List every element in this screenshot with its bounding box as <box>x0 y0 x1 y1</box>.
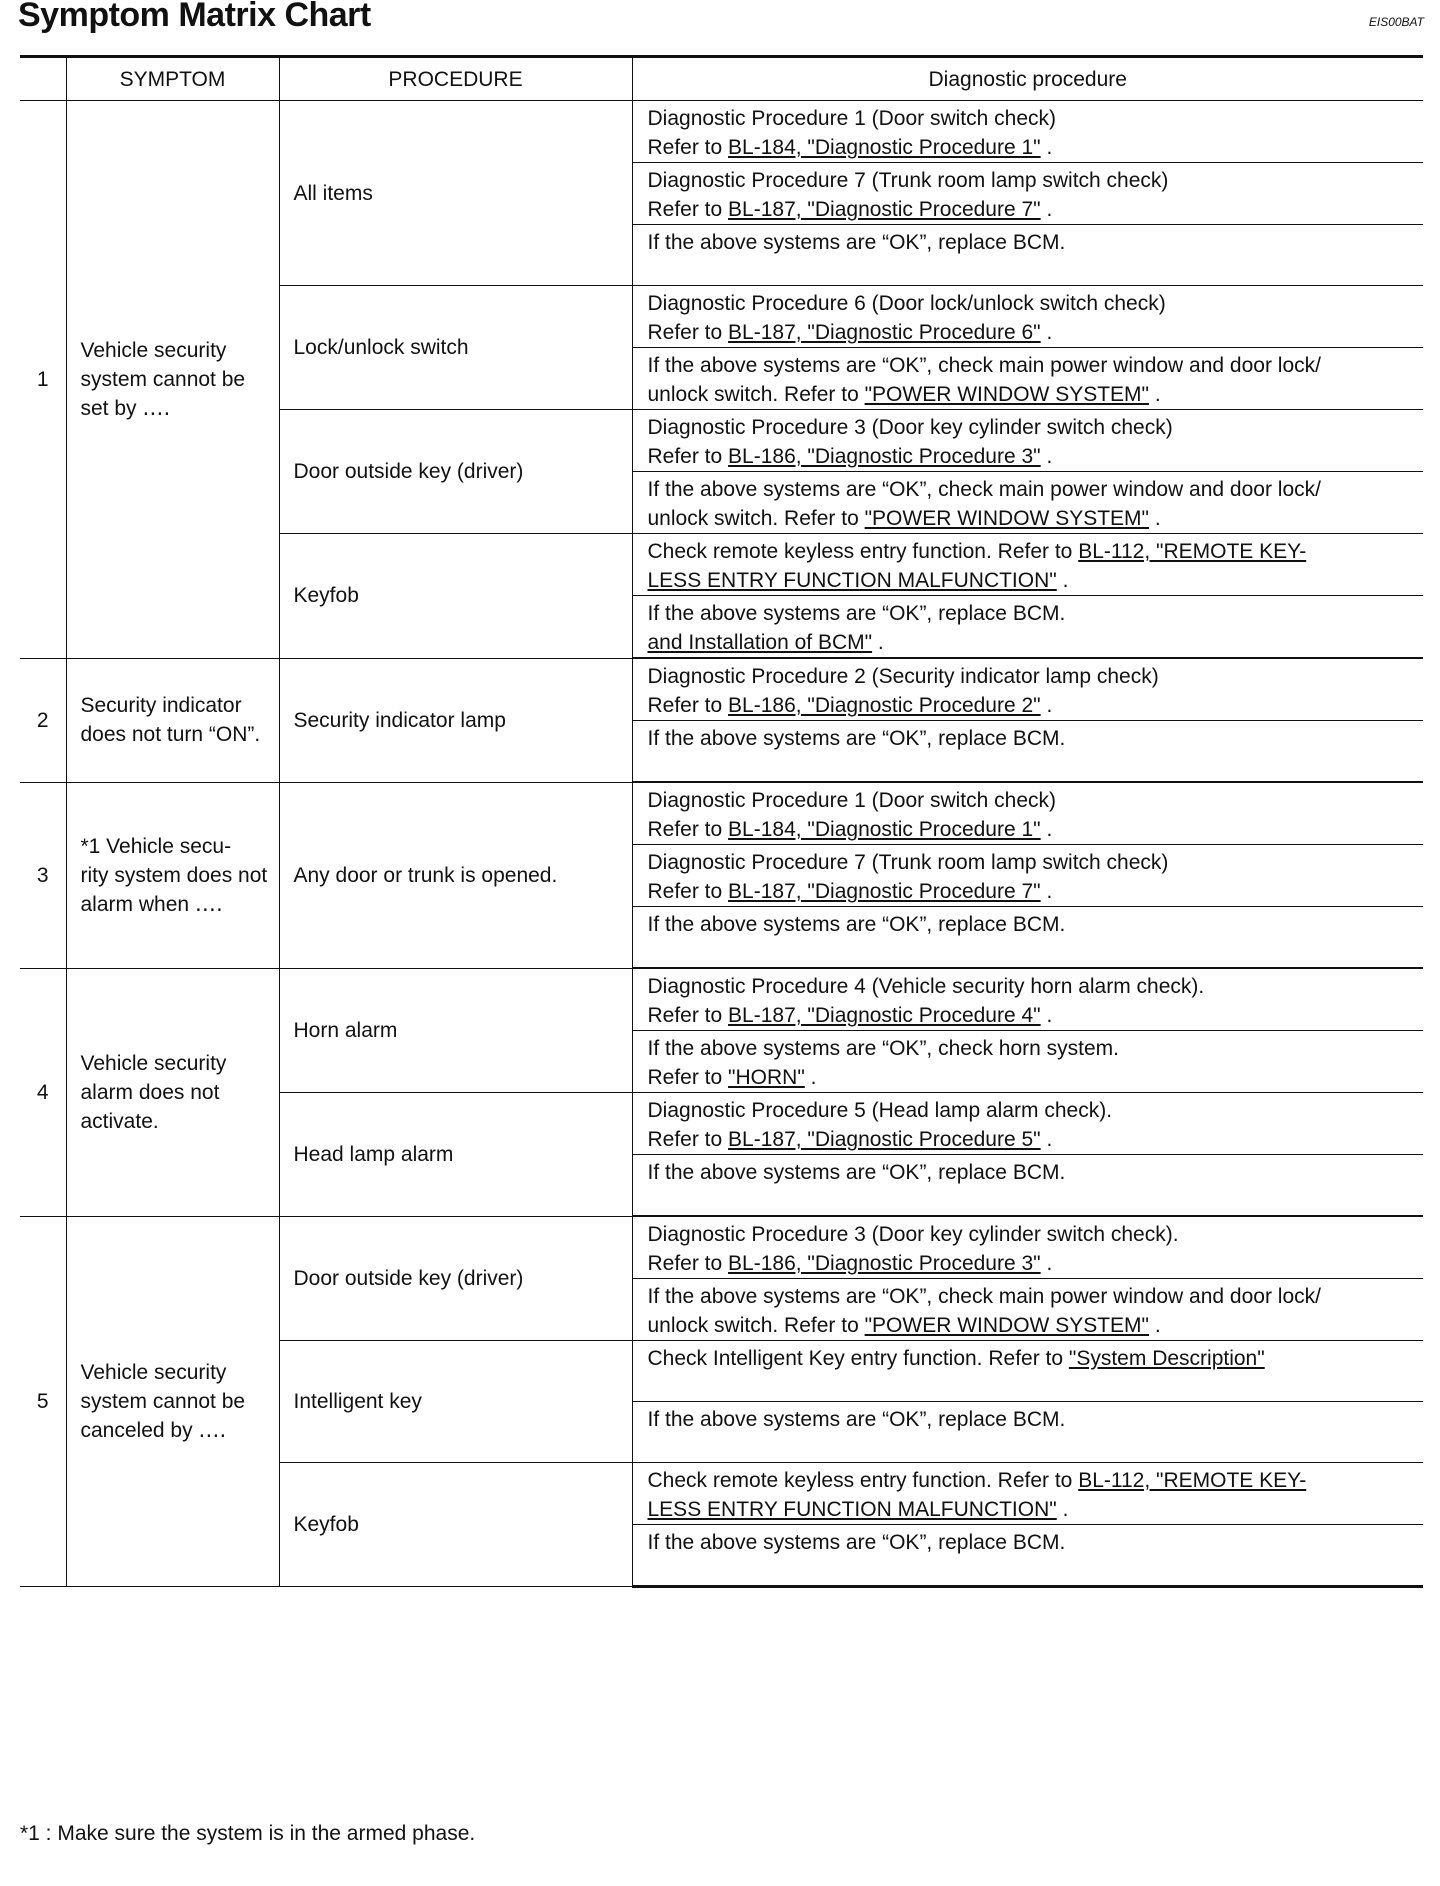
diagnostic-cell <box>632 845 1423 907</box>
diagnostic-cell <box>632 1155 1423 1217</box>
diagnostic-text: Diagnostic Procedure 1 (Door switch check) Refer to <box>647 789 1056 841</box>
reference-link[interactable]: "POWER WINDOW SYSTEM" <box>864 383 1149 406</box>
diagnostic-text: If the above systems are “OK”, check main power window and door lock/ unlock switch. Refer to <box>647 478 1321 530</box>
diagnostic-cell <box>632 1031 1423 1093</box>
symptom-cell: Vehicle security system cannot be set by ‥‥ <box>66 101 279 659</box>
symptom-matrix-table <box>20 55 1423 1588</box>
diagnostic-cell <box>632 1402 1423 1463</box>
diagnostic-text: Diagnostic Procedure 6 (Door lock/unlock switch check) Refer to <box>647 292 1166 344</box>
diagnostic-cell <box>632 1093 1423 1155</box>
diagnostic-cell <box>632 286 1423 348</box>
reference-link[interactable]: BL-112, "REMOTE KEY- LESS ENTRY FUNCTION MALFUNCTION" <box>647 1469 1307 1521</box>
footnote: *1 : Make sure the system is in the armed phase. <box>20 1822 476 1845</box>
table-row <box>20 968 1423 1031</box>
header-procedure: PROCEDURE <box>279 57 632 101</box>
diagnostic-cell <box>632 225 1423 286</box>
row-number: 1 <box>20 101 66 659</box>
diagnostic-text-tail: . <box>1056 569 1069 592</box>
table-row <box>20 101 1423 163</box>
procedure-cell: Lock/unlock switch <box>279 286 632 410</box>
table-row <box>20 658 1423 721</box>
reference-link[interactable]: BL-187, "Diagnostic Procedure 7" <box>728 198 1041 221</box>
diagnostic-text: Diagnostic Procedure 7 (Trunk room lamp switch check) Refer to <box>647 851 1169 903</box>
diagnostic-text-tail: . <box>1149 1314 1161 1337</box>
reference-link[interactable]: BL-187, "Diagnostic Procedure 4" <box>728 1004 1041 1027</box>
diagnostic-text: If the above systems are “OK”, replace BCM. <box>647 1531 1066 1554</box>
reference-link[interactable]: BL-186, "Diagnostic Procedure 2" <box>728 694 1041 717</box>
diagnostic-text-tail: . <box>1040 321 1053 344</box>
diagnostic-text-tail: . <box>1149 383 1161 406</box>
diagnostic-cell <box>632 658 1423 721</box>
reference-link[interactable]: BL-187, "Diagnostic Procedure 5" <box>728 1128 1041 1151</box>
procedure-cell: Any door or trunk is opened. <box>279 782 632 968</box>
diagnostic-text-tail: . <box>1040 1128 1053 1151</box>
diagnostic-text-tail: . <box>804 1066 817 1089</box>
diagnostic-text-tail: . <box>1040 136 1053 159</box>
table-row <box>20 1216 1423 1279</box>
diagnostic-cell <box>632 721 1423 783</box>
diagnostic-text-tail: . <box>872 631 884 654</box>
diagnostic-text-tail: . <box>1056 1498 1069 1521</box>
diagnostic-cell <box>632 907 1423 969</box>
page-title: Symptom Matrix Chart <box>18 0 371 34</box>
reference-link[interactable]: "HORN" <box>728 1066 805 1089</box>
diagnostic-cell <box>632 163 1423 225</box>
diagnostic-text: If the above systems are “OK”, replace BCM. <box>647 727 1066 750</box>
diagnostic-text: Check remote keyless entry function. Refer to <box>647 1469 1079 1492</box>
symptom-cell: *1 Vehicle secu- rity system does not alarm when ‥‥ <box>66 782 279 968</box>
diagnostic-cell <box>632 1341 1423 1402</box>
diagnostic-text: Diagnostic Procedure 3 (Door key cylinder switch check). Refer to <box>647 1223 1179 1275</box>
reference-link[interactable]: BL-184, "Diagnostic Procedure 1" <box>728 818 1041 841</box>
diagnostic-text: Check Intelligent Key entry function. Refer to <box>647 1347 1069 1370</box>
diagnostic-cell <box>632 348 1423 410</box>
symptom-cell: Vehicle security alarm does not activate. <box>66 968 279 1216</box>
diagnostic-text-tail: . <box>1040 198 1053 221</box>
diagnostic-text-tail: . <box>1040 694 1053 717</box>
reference-link[interactable]: BL-187, "Diagnostic Procedure 6" <box>728 321 1041 344</box>
diagnostic-text: Check remote keyless entry function. Refer to <box>647 540 1079 563</box>
diagnostic-text: Diagnostic Procedure 2 (Security indicator lamp check) Refer to <box>647 665 1159 717</box>
reference-link[interactable]: "POWER WINDOW SYSTEM" <box>864 1314 1149 1337</box>
diagnostic-text: Diagnostic Procedure 1 (Door switch check) Refer to <box>647 107 1056 159</box>
procedure-cell: Head lamp alarm <box>279 1093 632 1217</box>
header-symptom: SYMPTOM <box>66 57 279 101</box>
reference-link[interactable]: BL-112, "REMOTE KEY- LESS ENTRY FUNCTION MALFUNCTION" <box>647 540 1307 592</box>
diagnostic-cell <box>632 596 1423 659</box>
diagnostic-text-tail: . <box>1040 1004 1053 1027</box>
diagnostic-cell <box>632 101 1423 163</box>
diagnostic-text: If the above systems are “OK”, check horn system. Refer to <box>647 1037 1120 1089</box>
diagnostic-cell <box>632 472 1423 534</box>
diagnostic-text-tail: . <box>1149 507 1161 530</box>
reference-link[interactable]: and Installation of BCM" <box>647 631 873 654</box>
diagnostic-text: If the above systems are “OK”, check main power window and door lock/ unlock switch. Refer to <box>647 1285 1321 1337</box>
procedure-cell: Intelligent key <box>279 1341 632 1463</box>
diagnostic-text-tail: . <box>1040 1252 1053 1275</box>
procedure-cell: Horn alarm <box>279 968 632 1093</box>
row-number: 3 <box>20 782 66 968</box>
row-number: 5 <box>20 1216 66 1587</box>
diagnostic-cell <box>632 968 1423 1031</box>
diagnostic-cell <box>632 1463 1423 1525</box>
procedure-cell: All items <box>279 101 632 286</box>
diagnostic-text: If the above systems are “OK”, replace BCM. <box>647 602 1066 625</box>
reference-link[interactable]: BL-187, "Diagnostic Procedure 7" <box>728 880 1041 903</box>
procedure-cell: Door outside key (driver) <box>279 1216 632 1341</box>
diagnostic-cell <box>632 782 1423 845</box>
diagnostic-cell <box>632 1525 1423 1587</box>
diagnostic-text: If the above systems are “OK”, replace BCM. <box>647 913 1066 936</box>
procedure-cell: Security indicator lamp <box>279 658 632 782</box>
header-number <box>20 57 66 101</box>
table-header-row <box>20 57 1423 101</box>
reference-link[interactable]: BL-186, "Diagnostic Procedure 3" <box>728 1252 1041 1275</box>
diagnostic-text: If the above systems are “OK”, check main power window and door lock/ unlock switch. Refer to <box>647 354 1321 406</box>
diagnostic-cell <box>632 1216 1423 1279</box>
header-diagnostic-procedure: Diagnostic procedure <box>632 57 1423 101</box>
diagnostic-text: If the above systems are “OK”, replace BCM. <box>647 231 1066 254</box>
procedure-cell: Keyfob <box>279 534 632 659</box>
document-code: EIS00BAT <box>1368 15 1424 29</box>
diagnostic-text: Diagnostic Procedure 7 (Trunk room lamp switch check) Refer to <box>647 169 1169 221</box>
diagnostic-text: Diagnostic Procedure 5 (Head lamp alarm check). Refer to <box>647 1099 1113 1151</box>
symptom-cell: Security indicator does not turn “ON”. <box>66 658 279 782</box>
table-body <box>20 101 1423 1587</box>
diagnostic-cell <box>632 1279 1423 1341</box>
diagnostic-text-tail: . <box>1040 880 1053 903</box>
procedure-cell: Keyfob <box>279 1463 632 1587</box>
diagnostic-cell <box>632 410 1423 472</box>
diagnostic-cell <box>632 534 1423 596</box>
diagnostic-text: If the above systems are “OK”, replace BCM. <box>647 1161 1066 1184</box>
diagnostic-text: Diagnostic Procedure 4 (Vehicle security horn alarm check). Refer to <box>647 975 1205 1027</box>
row-number: 4 <box>20 968 66 1216</box>
reference-link[interactable]: "System Description" <box>1068 1347 1265 1370</box>
reference-link[interactable]: "POWER WINDOW SYSTEM" <box>864 507 1149 530</box>
diagnostic-text-tail: . <box>1040 445 1053 468</box>
procedure-cell: Door outside key (driver) <box>279 410 632 534</box>
reference-link[interactable]: BL-186, "Diagnostic Procedure 3" <box>728 445 1041 468</box>
symptom-cell: Vehicle security system cannot be canceled by ‥‥ <box>66 1216 279 1587</box>
diagnostic-text-tail: . <box>1040 818 1053 841</box>
diagnostic-text: Diagnostic Procedure 3 (Door key cylinder switch check) Refer to <box>647 416 1173 468</box>
reference-link[interactable]: BL-184, "Diagnostic Procedure 1" <box>728 136 1041 159</box>
table-row <box>20 782 1423 845</box>
row-number: 2 <box>20 658 66 782</box>
diagnostic-text: If the above systems are “OK”, replace BCM. <box>647 1408 1066 1431</box>
